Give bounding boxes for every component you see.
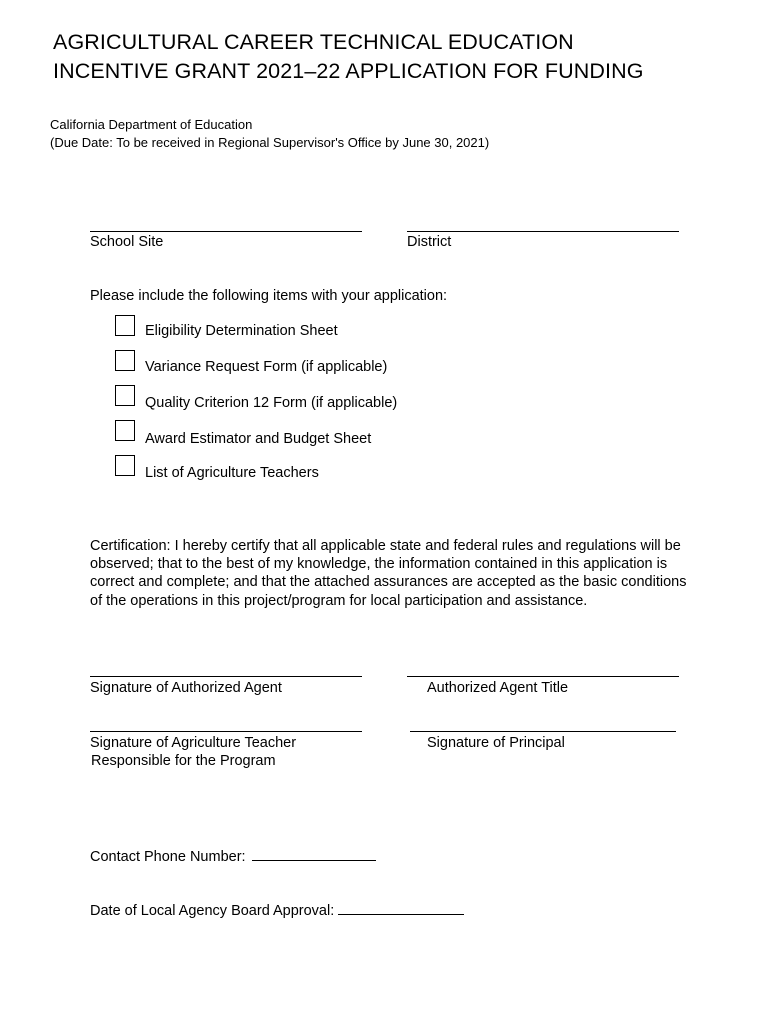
checklist-item-label: Award Estimator and Budget Sheet xyxy=(145,431,372,447)
checkbox-eligibility-sheet[interactable] xyxy=(115,315,135,336)
authorized-agent-signature-label: Signature of Authorized Agent xyxy=(90,680,282,696)
checklist-intro: Please include the following items with your application: xyxy=(90,288,448,304)
school-site-field[interactable] xyxy=(90,231,362,232)
authorized-agent-signature-field[interactable] xyxy=(90,676,362,677)
contact-phone-row xyxy=(90,846,376,866)
principal-signature-label: Signature of Principal xyxy=(427,735,565,751)
checkbox-variance-form[interactable] xyxy=(115,350,135,371)
board-approval-date-field[interactable] xyxy=(338,900,464,915)
checklist-item-label: List of Agriculture Teachers xyxy=(145,465,319,481)
district-label: District xyxy=(407,234,452,250)
checklist-item-label: Eligibility Determination Sheet xyxy=(145,323,338,339)
board-approval-row xyxy=(90,900,464,920)
authorized-agent-title-field[interactable] xyxy=(407,676,679,677)
document-title xyxy=(53,28,644,86)
authorized-agent-title-label: Authorized Agent Title xyxy=(427,680,569,696)
contact-phone-field[interactable] xyxy=(252,846,376,861)
principal-signature-field[interactable] xyxy=(410,731,676,732)
checkbox-teacher-list[interactable] xyxy=(115,455,135,476)
teacher-signature-label xyxy=(90,734,296,770)
checkbox-quality-criterion-form[interactable] xyxy=(115,385,135,406)
board-approval-label: Date of Local Agency Board Approval: xyxy=(90,903,335,919)
teacher-signature-label-line-1: Signature of Agriculture Teacher xyxy=(90,735,297,751)
title-line-2: INCENTIVE GRANT 2021–22 APPLICATION FOR FUNDING xyxy=(53,59,644,83)
department-name: California Department of Education xyxy=(50,117,253,132)
checkbox-award-estimator[interactable] xyxy=(115,420,135,441)
title-line-1: AGRICULTURAL CAREER TECHNICAL EDUCATION xyxy=(53,30,574,54)
contact-phone-label: Contact Phone Number: xyxy=(90,849,246,865)
district-field[interactable] xyxy=(407,231,679,232)
due-date-note: (Due Date: To be received in Regional Supervisor's Office by June 30, 2021) xyxy=(50,135,490,150)
checklist-item-label: Variance Request Form (if applicable) xyxy=(145,359,388,375)
document-subtitle xyxy=(50,116,489,152)
teacher-signature-label-line-2: Responsible for the Program xyxy=(91,753,276,769)
certification-statement: Certification: I hereby certify that all applicable state and federal rules and regulations will be observed; that to the best of my knowledge, the information contained in this application is correct and complete; and that the attached assurances are accepted as the basic conditions of the operations in this project/program for local participation and assistance. xyxy=(90,538,687,609)
teacher-signature-field[interactable] xyxy=(90,731,362,732)
school-site-label: School Site xyxy=(90,234,164,250)
checklist-item-label: Quality Criterion 12 Form (if applicable) xyxy=(145,395,398,411)
